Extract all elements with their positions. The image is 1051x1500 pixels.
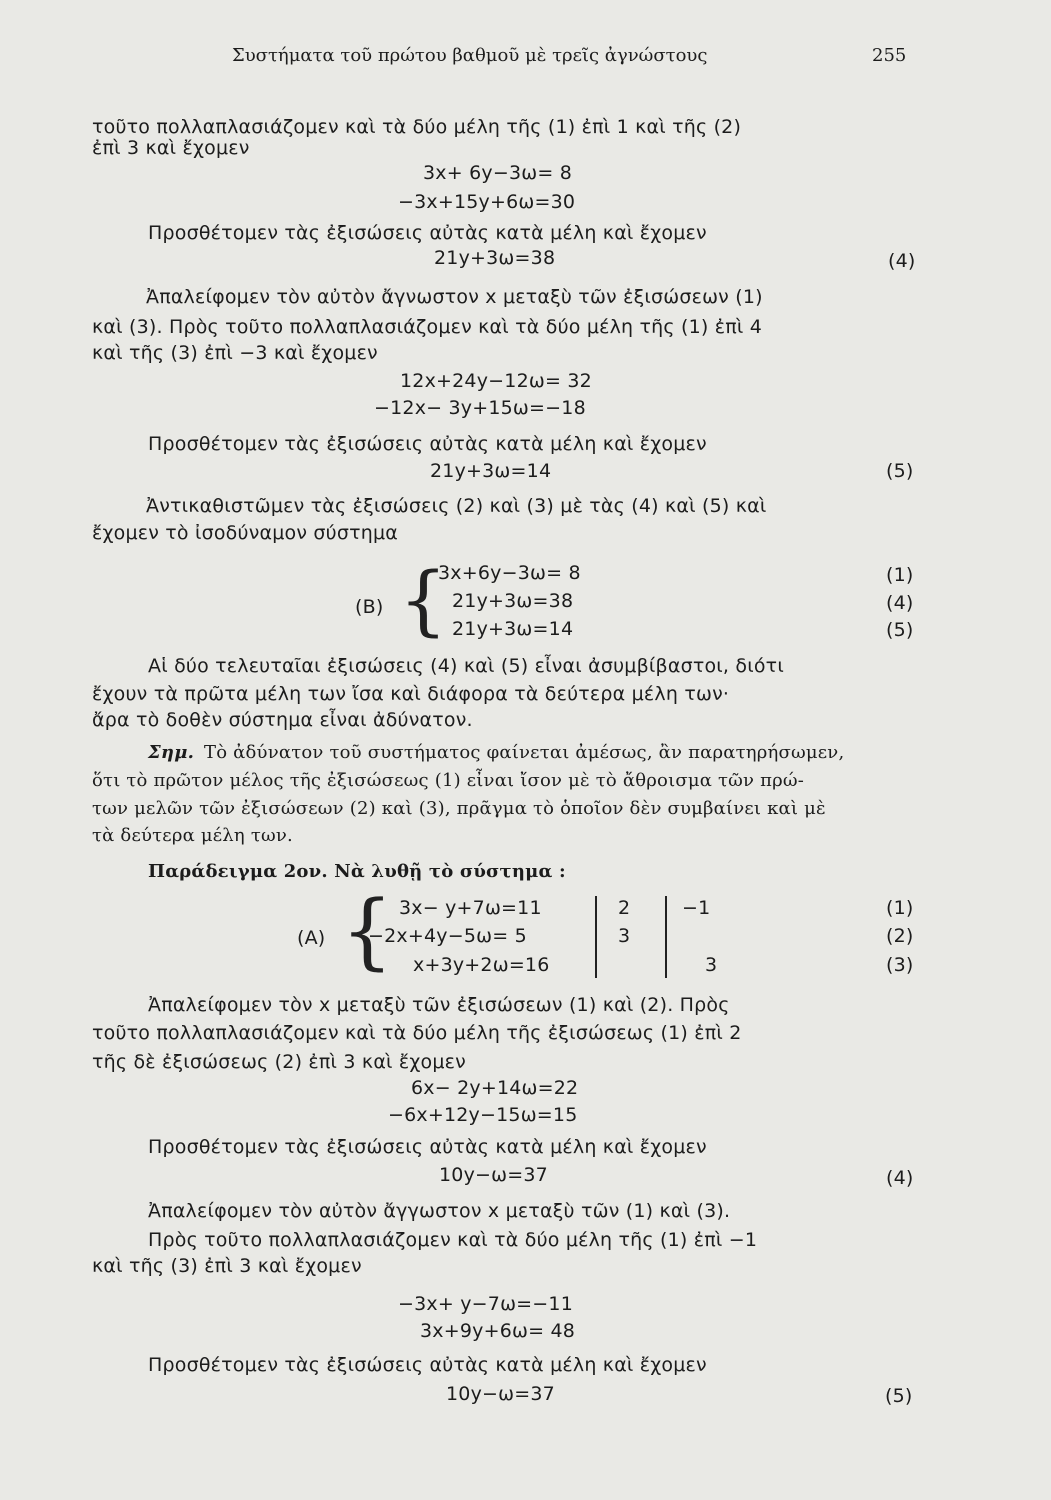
equation-number: (5) [886,619,914,641]
example-title: Παράδειγμα 2ον. Νὰ λυθῇ τὸ σύστημα : [148,861,566,882]
text-line: τῆς δὲ ἐξισώσεως (2) ἐπὶ 3 καὶ ἔχομεν [92,1051,466,1073]
system-equation: 3x+6y−3ω= 8 [438,562,581,584]
equation: 21y+3ω=38 [434,247,556,269]
note-label: Σημ. [148,742,195,763]
system-equation: 21y+3ω=14 [452,618,574,640]
system-equation: x+3y+2ω=16 [413,954,550,976]
equation: 10y−ω=37 [446,1383,555,1405]
system-equation: 3x− y+7ω=11 [399,897,542,919]
equation: 3x+ 6y−3ω= 8 [423,162,572,184]
equation: 12x+24y−12ω= 32 [400,370,592,392]
running-header: Συστήματα τοῦ πρώτου βαθμοῦ μὲ τρεῖς ἀγνώστους [232,45,708,66]
text-line: Αἱ δύο τελευταῖαι ἐξισώσεις (4) καὶ (5) εἶναι ἀσυμβίβαστοι, διότι [148,655,784,677]
multiplier: 3 [618,925,631,947]
equation: 6x− 2y+14ω=22 [411,1077,579,1099]
multiplier-divider [595,896,597,978]
text-line: ἄρα τὸ δοθὲν σύστημα εἶναι ἀδύνατον. [92,709,473,731]
equation-number: (4) [888,250,916,272]
equation-number: (2) [886,925,914,947]
equation: 21y+3ω=14 [430,460,552,482]
note-line: ὅτι τὸ πρῶτον μέλος τῆς ἐξισώσεως (1) εἶναι ἴσον μὲ τὸ ἄθροισμα τῶν πρώ- [92,770,805,791]
text-line: Ἀντικαθιστῶμεν τὰς ἐξισώσεις (2) καὶ (3) μὲ τὰς (4) καὶ (5) καὶ [146,495,767,517]
equation: 3x+9y+6ω= 48 [420,1320,576,1342]
left-brace: { [399,555,448,644]
text-line: τοῦτο πολλαπλασιάζομεν καὶ τὰ δύο μέλη τῆς (1) ἐπὶ 1 καὶ τῆς (2) [92,116,742,138]
text-line: Ἀπαλείφομεν τὸν αὐτὸν ἄγγωστον x μεταξὺ τῶν (1) καὶ (3). [148,1200,731,1222]
text-line: Προσθέτομεν τὰς ἐξισώσεις αὐτὰς κατὰ μέλη καὶ ἔχομεν [148,1354,707,1376]
equation-number: (4) [886,1167,914,1189]
left-brace: { [341,884,394,979]
text-line: καὶ (3). Πρὸς τοῦτο πολλαπλασιάζομεν καὶ τὰ δύο μέλη τῆς (1) ἐπὶ 4 [92,316,763,338]
equation-number: (1) [886,564,914,586]
text-line: καὶ τῆς (3) ἐπὶ 3 καὶ ἔχομεν [92,1255,362,1277]
system-equation: −2x+4y−5ω= 5 [368,925,527,947]
text-line: καὶ τῆς (3) ἐπὶ −3 καὶ ἔχομεν [92,342,378,364]
text-line: Ἀπαλείφομεν τὸν x μεταξὺ τῶν ἐξισώσεων (1) καὶ (2). Πρὸς [148,994,730,1016]
system-equation: 21y+3ω=38 [452,590,574,612]
equation: 10y−ω=37 [439,1164,548,1186]
note-line: Τὸ ἀδύνατον τοῦ συστήματος φαίνεται ἀμέσως, ἂν παρατηρήσωμεν, [204,742,845,763]
text-line: τοῦτο πολλαπλασιάζομεν καὶ τὰ δύο μέλη τῆς ἐξισώσεως (1) ἐπὶ 2 [92,1022,742,1044]
equation-number: (5) [885,1385,913,1407]
equation-number: (3) [886,954,914,976]
page-number: 255 [872,45,907,66]
text-line: ἔχομεν τὸ ἰσοδύναμον σύστημα [92,522,398,544]
equation-number: (4) [886,592,914,614]
text-line: Προσθέτομεν τὰς ἐξισώσεις αὐτὰς κατὰ μέλη καὶ ἔχομεν [148,433,707,455]
note-line: των μελῶν τῶν ἐξισώσεων (2) καὶ (3), πρᾶγμα τὸ ὁποῖον δὲν συμβαίνει καὶ μὲ [92,798,826,819]
equation-number: (1) [886,897,914,919]
equation-number: (5) [886,460,914,482]
equation: −12x− 3y+15ω=−18 [374,397,586,419]
multiplier: 2 [618,897,631,919]
multiplier: 3 [705,954,718,976]
text-line: Πρὸς τοῦτο πολλαπλασιάζομεν καὶ τὰ δύο μέλη τῆς (1) ἐπὶ −1 [148,1229,758,1251]
text-line: ἐπὶ 3 καὶ ἔχομεν [92,137,250,159]
system-label: (B) [355,596,384,618]
note-line: τὰ δεύτερα μέλη των. [92,825,293,846]
multiplier: −1 [682,897,711,919]
text-line: Προσθέτομεν τὰς ἐξισώσεις αὐτὰς κατὰ μέλη καὶ ἔχομεν [148,1136,707,1158]
text-line: ἔχουν τὰ πρῶτα μέλη των ἴσα καὶ διάφορα τὰ δεύτερα μέλη των· [92,683,730,705]
equation: −3x+15y+6ω=30 [398,191,576,213]
multiplier-divider [665,896,667,978]
text-line: Προσθέτομεν τὰς ἐξισώσεις αὐτὰς κατὰ μέλη καὶ ἔχομεν [148,222,707,244]
equation: −3x+ y−7ω=−11 [398,1293,573,1315]
system-label: (A) [297,927,326,949]
equation: −6x+12y−15ω=15 [388,1104,578,1126]
text-line: Ἀπαλείφομεν τὸν αὐτὸν ἄγνωστον x μεταξὺ τῶν ἐξισώσεων (1) [146,286,763,308]
